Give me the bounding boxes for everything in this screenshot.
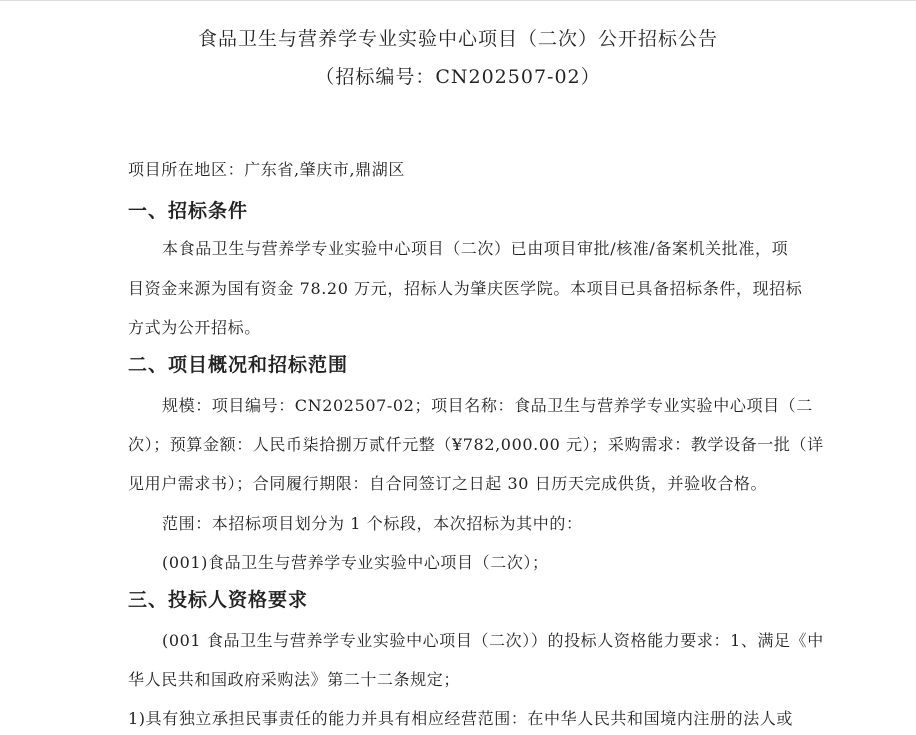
- paragraph-line: 目资金来源为国有资金 78.20 万元，招标人为肇庆医学院。本项目已具备招标条件，现招标: [128, 279, 803, 298]
- paragraph-line: 本食品卫生与营养学专业实验中心项目（二次）已由项目审批/核准/备案机关批准，项: [162, 239, 789, 258]
- paragraph-line: 华人民共和国政府采购法》第二十二条规定；: [128, 670, 461, 689]
- section-heading-bidder-qualifications: 三、投标人资格要求: [128, 589, 309, 611]
- section-heading-bidding-conditions: 一、招标条件: [128, 200, 249, 222]
- paragraph-line: 1)具有独立承担民事责任的能力并具有相应经营范围：在中华人民共和国境内注册的法人或: [128, 709, 794, 728]
- paragraph-line: (001)食品卫生与营养学专业实验中心项目（二次）；: [162, 553, 549, 572]
- paragraph-line: 范围：本招标项目划分为 1 个标段，本次招标为其中的：: [162, 514, 583, 533]
- paragraph-line: 次）；预算金额：人民币柒拾捌万贰仟元整（¥782,000.00 元）；采购需求：教学设备一批（详: [128, 435, 824, 454]
- paragraph-line: 见用户需求书）；合同履行期限：自合同签订之日起 30 日历天完成供货，并验收合格。: [128, 474, 768, 493]
- page-top-edge: [0, 0, 916, 1]
- section-heading-project-overview: 二、项目概况和招标范围: [128, 354, 349, 376]
- project-location: 项目所在地区：广东省,肇庆市,鼎湖区: [128, 160, 405, 179]
- paragraph-line: (001 食品卫生与营养学专业实验中心项目（二次））的投标人资格能力要求：1、满足《中: [162, 631, 824, 650]
- document-title: 食品卫生与营养学专业实验中心项目（二次）公开招标公告: [197, 28, 718, 50]
- tender-number: （招标编号：CN202507-02）: [315, 66, 601, 88]
- paragraph-line: 规模：项目编号：CN202507-02；项目名称：食品卫生与营养学专业实验中心项目（二: [162, 396, 813, 415]
- paragraph-line: 方式为公开招标。: [128, 318, 261, 337]
